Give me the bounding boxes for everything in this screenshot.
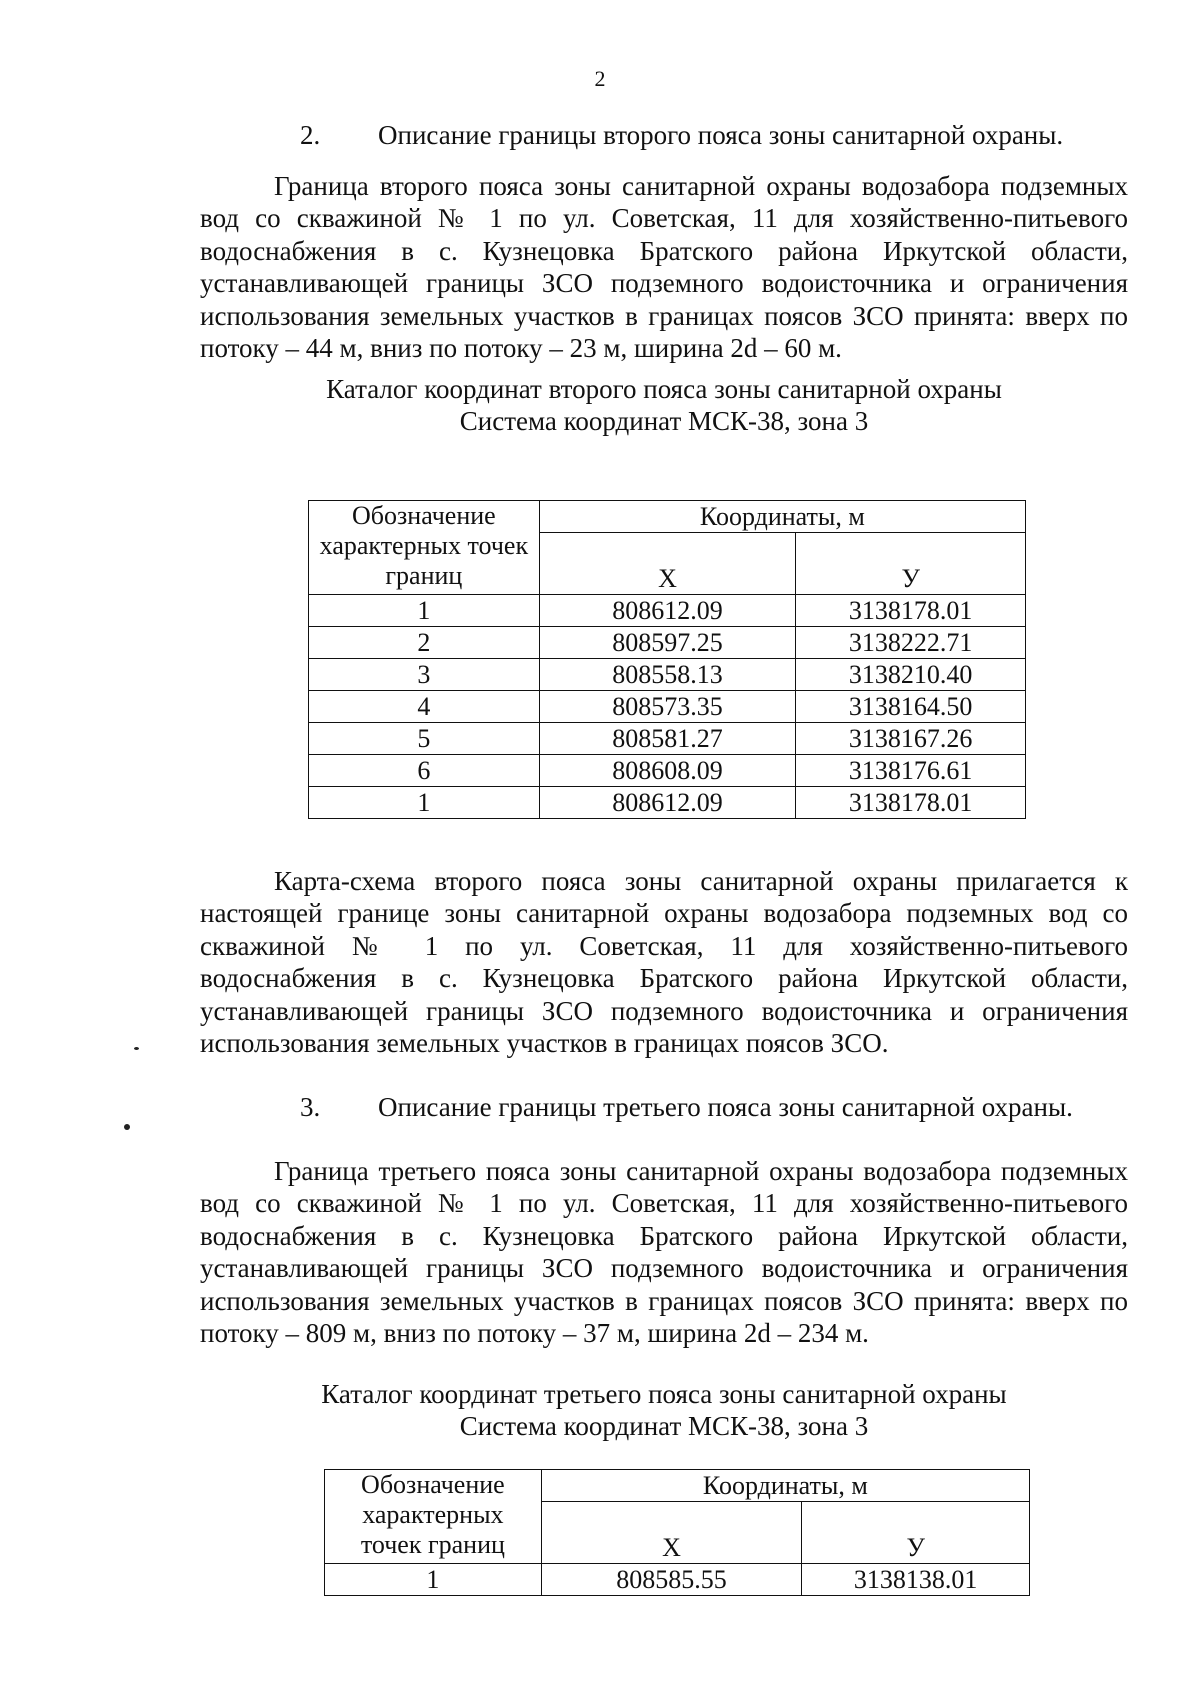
section-3-table-caption (200, 1378, 1128, 1442)
section-2-coordinates-table (308, 500, 1026, 819)
y-cell: 3138167.26 (796, 723, 1026, 755)
table-row (309, 787, 1026, 819)
section-3-heading (300, 1092, 1073, 1123)
scan-mark (124, 1124, 130, 1130)
x-cell: 808558.13 (539, 659, 796, 691)
section-3-caption-line-1: Каталог координат третьего пояса зоны санитарной охраны (321, 1379, 1007, 1409)
section-3-paragraph: Граница третьего пояса зоны санитарной охраны водозабора подземных вод со скважиной № 1 по ул. Советская, 11 для хозяйственно-питьевого водоснабжения в с. Кузнецовка Братского района Иркутской области, устанавливающей границы ЗСО подземного водоисточника и ограничения использования земельных участков в границах поясов ЗСО принята: вверх по потоку – 809 м, вниз по потоку – 37 м, ширина 2d – 234 м. (200, 1156, 1128, 1349)
table-row (309, 627, 1026, 659)
table-row (309, 691, 1026, 723)
x-cell: 808581.27 (539, 723, 796, 755)
column-header-coordinates: Координаты, м (541, 1470, 1029, 1502)
y-cell: 3138178.01 (796, 595, 1026, 627)
y-cell: 3138222.71 (796, 627, 1026, 659)
section-2-heading (300, 120, 1063, 151)
section-3-coordinates-table (324, 1469, 1030, 1596)
section-2-paragraph: Граница второго пояса зоны санитарной охраны водозабора подземных вод со скважиной № 1 по ул. Советская, 11 для хозяйственно-питьевого водоснабжения в с. Кузнецовка Братского района Иркутской области, устанавливающей границы ЗСО подземного водоисточника и ограничения использования земельных участков в границах поясов ЗСО принята: вверх по потоку – 44 м, вниз по потоку – 23 м, ширина 2d – 60 м. (200, 171, 1128, 364)
column-header-points: Обозначение характерных точек границ (309, 501, 540, 595)
y-cell: 3138164.50 (796, 691, 1026, 723)
section-2-caption-line-1: Каталог координат второго пояса зоны санитарной охраны (326, 374, 1002, 404)
x-cell: 808612.09 (539, 595, 796, 627)
point-cell: 1 (309, 595, 540, 627)
column-header-x: Х (539, 533, 796, 595)
point-cell: 4 (309, 691, 540, 723)
point-cell: 3 (309, 659, 540, 691)
section-2-caption-line-2: Система координат МСК-38, зона 3 (459, 406, 869, 436)
section-3-title: Описание границы третьего пояса зоны санитарной охраны. (378, 1092, 1073, 1122)
column-header-y: У (802, 1502, 1030, 1564)
section-2-title: Описание границы второго пояса зоны санитарной охраны. (378, 120, 1064, 150)
point-cell: 2 (309, 627, 540, 659)
map-scheme-paragraph: Карта-схема второго пояса зоны санитарной охраны прилагается к настоящей границе зоны санитарной охраны водозабора подземных вод со скважиной № 1 по ул. Советская, 11 для хозяйственно-питьевого водоснабжения в с. Кузнецовка Братского района Иркутской области, устанавливающей границы ЗСО подземного водоисточника и ограничения использования земельных участков в границах поясов ЗСО. (200, 866, 1128, 1059)
column-header-x: Х (541, 1502, 802, 1564)
section-3-caption-line-2: Система координат МСК-38, зона 3 (459, 1411, 869, 1441)
x-cell: 808585.55 (541, 1564, 802, 1596)
x-cell: 808597.25 (539, 627, 796, 659)
y-cell: 3138178.01 (796, 787, 1026, 819)
x-cell: 808608.09 (539, 755, 796, 787)
section-3-number: 3. (300, 1092, 321, 1122)
point-cell: 5 (309, 723, 540, 755)
section-2-table-caption (200, 373, 1128, 437)
column-header-y: У (796, 533, 1026, 595)
scan-mark (134, 1047, 139, 1050)
table-row (309, 595, 1026, 627)
point-cell: 1 (325, 1564, 542, 1596)
column-header-points: Обозначение характерных точек границ (325, 1470, 542, 1564)
x-cell: 808573.35 (539, 691, 796, 723)
x-cell: 808612.09 (539, 787, 796, 819)
y-cell: 3138210.40 (796, 659, 1026, 691)
table-row (309, 659, 1026, 691)
table-row (325, 1564, 1030, 1596)
table-row (309, 755, 1026, 787)
point-cell: 6 (309, 755, 540, 787)
table-row (309, 723, 1026, 755)
section-2-number: 2. (300, 120, 321, 150)
y-cell: 3138138.01 (802, 1564, 1030, 1596)
y-cell: 3138176.61 (796, 755, 1026, 787)
point-cell: 1 (309, 787, 540, 819)
column-header-coordinates: Координаты, м (539, 501, 1025, 533)
page-number: 2 (594, 66, 606, 91)
